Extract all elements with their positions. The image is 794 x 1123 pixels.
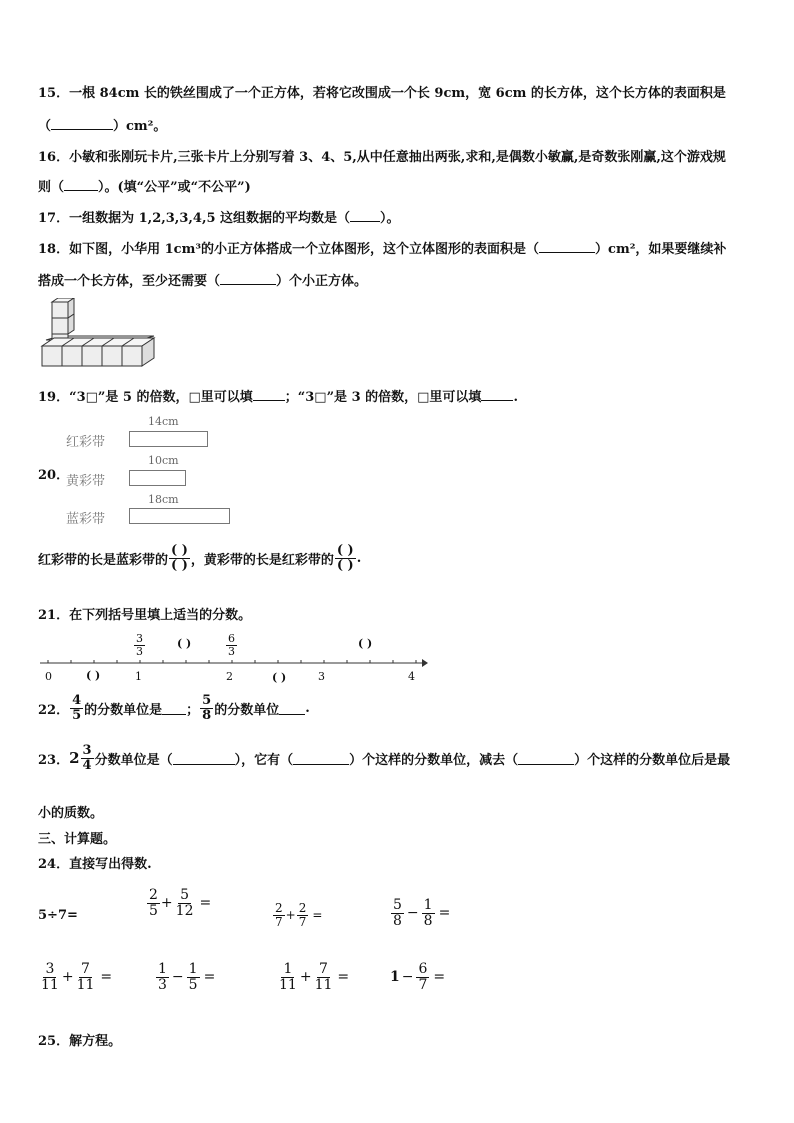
expr-1: 5÷7= bbox=[38, 908, 78, 923]
e2-b-den: 12 bbox=[175, 902, 194, 919]
e3-op: + bbox=[285, 908, 296, 923]
e2-op: + bbox=[160, 895, 173, 912]
nl-label-1: 1 bbox=[135, 670, 142, 683]
e4-b-num: 1 bbox=[423, 897, 433, 913]
e6-a-num: 1 bbox=[158, 961, 167, 977]
e4-a-num: 5 bbox=[393, 897, 402, 913]
q23-text-d: ）个这样的分数单位后是最 bbox=[574, 752, 731, 768]
e8-b-den: 7 bbox=[418, 976, 428, 993]
q23-text-a: 分数单位是（ bbox=[94, 752, 173, 768]
nl-frac-b-den: 3 bbox=[228, 644, 235, 658]
blue-ribbon-label: 蓝彩带 bbox=[66, 512, 106, 527]
q18-text-d: ）个小正方体。 bbox=[276, 274, 368, 289]
q23-whole: 2 bbox=[69, 749, 80, 768]
e5-op: + bbox=[61, 969, 74, 986]
q16-line1: 16．小敏和张刚玩卡片,三张卡片上分别写着 3、4、5,从中任意抽出两张,求和,是偶数小敏赢,是奇数张刚赢,这个游戏规 bbox=[38, 150, 726, 165]
q19-text-b: ；“3□”是 3 的倍数，□里可以填 bbox=[284, 390, 482, 405]
q17-text-b: ）。 bbox=[380, 211, 400, 226]
e6-op: − bbox=[171, 969, 184, 986]
e4-a-den: 8 bbox=[393, 912, 402, 929]
q23-blank-2[interactable] bbox=[293, 752, 349, 765]
q20-f2-den: ( ) bbox=[336, 557, 354, 573]
nl-frac-a-num: 3 bbox=[136, 632, 143, 645]
e2-b-num: 5 bbox=[180, 887, 190, 903]
q16-line2 bbox=[38, 176, 251, 195]
e3-a-den: 7 bbox=[275, 914, 283, 929]
expr-3 bbox=[272, 902, 322, 928]
q18-area-blank[interactable] bbox=[539, 240, 595, 253]
e8-eq: = bbox=[433, 969, 446, 986]
q20-fraction-blank-2[interactable] bbox=[335, 544, 356, 572]
cube-figure bbox=[38, 298, 162, 372]
q23-f-den: 4 bbox=[82, 757, 92, 773]
q23-blank-1[interactable] bbox=[173, 752, 235, 765]
q19-line bbox=[38, 386, 518, 405]
q20-text-b: ，黄彩带的长是红彩带的 bbox=[190, 552, 334, 568]
q20-fraction-blank-1[interactable] bbox=[169, 544, 190, 572]
q22-f1-den: 5 bbox=[72, 707, 82, 723]
q22-text-b: ； bbox=[186, 702, 200, 718]
red-ribbon-length: 14cm bbox=[148, 415, 179, 428]
q19-text-c: . bbox=[513, 390, 518, 405]
expr-6 bbox=[155, 962, 215, 992]
q23-number: 23． bbox=[38, 752, 70, 768]
q15-answer-blank[interactable] bbox=[51, 117, 113, 130]
q18-text-c: 搭成一个长方体，至少还需要（ bbox=[38, 274, 221, 289]
section-3-heading: 三、计算题。 bbox=[38, 832, 117, 847]
e5-a-num: 3 bbox=[45, 961, 55, 977]
e8-whole: 1 bbox=[390, 969, 400, 986]
e7-a-den: 11 bbox=[279, 976, 297, 993]
e5-b-den: 11 bbox=[76, 976, 95, 993]
q20-sentence bbox=[38, 544, 361, 572]
q15-open: （ bbox=[38, 119, 52, 134]
e6-b-den: 5 bbox=[188, 976, 198, 993]
nl-label-2: 2 bbox=[226, 670, 233, 683]
e7-b-den: 11 bbox=[314, 976, 333, 993]
nl-blank-below-1[interactable]: ( ) bbox=[86, 669, 101, 682]
q20-f1-den: ( ) bbox=[171, 557, 188, 573]
expr-5 bbox=[38, 962, 112, 992]
q22-f2-num: 5 bbox=[202, 693, 212, 708]
q22-line bbox=[38, 694, 310, 722]
q24-title: 24．直接写出得数. bbox=[38, 857, 152, 872]
e7-op: + bbox=[299, 969, 312, 986]
e3-b-num: 2 bbox=[298, 901, 307, 915]
q15-line1: 15．一根 84cm 长的铁丝围成了一个正方体，若将它改围成一个长 9cm，宽 6cm 的长方体，这个长方体的表面积是 bbox=[38, 86, 726, 101]
red-ribbon-bar bbox=[129, 431, 208, 447]
expr-8 bbox=[390, 962, 445, 992]
q23-f-num: 3 bbox=[82, 743, 92, 758]
q22-f2-den: 8 bbox=[202, 707, 212, 723]
expr-2 bbox=[146, 888, 211, 918]
q19-blank-2[interactable] bbox=[481, 388, 513, 401]
q15-close: ）cm²。 bbox=[113, 119, 167, 134]
q23-text-b: ），它有（ bbox=[234, 752, 294, 768]
e6-eq: = bbox=[203, 969, 216, 986]
number-line-arrow bbox=[422, 659, 428, 667]
e6-a-den: 3 bbox=[158, 976, 167, 993]
e2-eq: = bbox=[199, 895, 212, 912]
e2-a-den: 5 bbox=[149, 902, 158, 919]
q19-blank-1[interactable] bbox=[253, 388, 285, 401]
nl-frac-6-3 bbox=[225, 633, 238, 657]
q23-line1 bbox=[38, 744, 730, 772]
q20-number: 20． bbox=[38, 468, 70, 483]
q22-text-a: 的分数单位是 bbox=[84, 702, 163, 718]
q23-line2: 小的质数。 bbox=[38, 806, 104, 821]
nl-frac-a-den: 3 bbox=[136, 644, 143, 658]
yellow-ribbon-label: 黄彩带 bbox=[66, 474, 106, 489]
q20-f1-num: ( ) bbox=[171, 543, 188, 558]
e6-b-num: 1 bbox=[188, 961, 198, 977]
blue-ribbon-length: 18cm bbox=[148, 493, 179, 506]
nl-frac-b-num: 6 bbox=[228, 632, 235, 645]
q17-line bbox=[38, 207, 400, 226]
yellow-ribbon-bar bbox=[129, 470, 186, 486]
nl-blank-below-2[interactable]: ( ) bbox=[272, 671, 287, 684]
q17-text-a: 17．一组数据为 1,2,3,3,4,5 这组数据的平均数是（ bbox=[38, 211, 351, 226]
nl-frac-3-3 bbox=[133, 633, 146, 657]
e4-eq: = bbox=[438, 905, 451, 922]
e3-a-num: 2 bbox=[275, 901, 283, 915]
q20-text-c: . bbox=[356, 550, 362, 566]
q22-text-d: . bbox=[305, 700, 310, 716]
e3-b-den: 7 bbox=[298, 914, 307, 929]
q21-title: 21．在下列括号里填上适当的分数。 bbox=[38, 608, 252, 623]
red-ribbon-label: 红彩带 bbox=[66, 435, 106, 450]
nl-label-4: 4 bbox=[408, 670, 415, 683]
q16-answer-blank[interactable] bbox=[64, 178, 98, 191]
q18-text-b: ）cm²，如果要继续补 bbox=[595, 242, 727, 257]
q22-text-c: 的分数单位 bbox=[214, 702, 280, 718]
q18-line2 bbox=[38, 270, 367, 289]
e5-a-den: 11 bbox=[41, 976, 59, 993]
q16-text-a: 则（ bbox=[38, 180, 65, 195]
nl-blank-above-2[interactable]: ( ) bbox=[358, 637, 373, 650]
q20-text-a: 红彩带的长是蓝彩带的 bbox=[38, 552, 169, 568]
nl-label-3: 3 bbox=[318, 670, 325, 683]
nl-label-0: 0 bbox=[45, 670, 52, 683]
expr-4 bbox=[390, 898, 450, 928]
e5-b-num: 7 bbox=[81, 961, 90, 977]
e7-eq: = bbox=[337, 969, 350, 986]
q22-f1-num: 4 bbox=[72, 693, 82, 708]
q18-count-blank[interactable] bbox=[220, 272, 276, 285]
q22-blank-2[interactable] bbox=[279, 702, 305, 715]
q16-text-b: ）。(填“公平”或“不公平”) bbox=[98, 180, 251, 195]
e8-b-num: 6 bbox=[418, 961, 428, 977]
e4-b-den: 8 bbox=[423, 912, 433, 929]
q20-f2-num: ( ) bbox=[336, 543, 354, 558]
e8-op: − bbox=[401, 969, 414, 986]
q23-text-c: ）个这样的分数单位，减去（ bbox=[349, 752, 519, 768]
q17-answer-blank[interactable] bbox=[350, 209, 380, 222]
e2-a-num: 2 bbox=[149, 887, 158, 903]
nl-blank-above-1[interactable]: ( ) bbox=[177, 637, 192, 650]
expr-7 bbox=[276, 962, 349, 992]
blue-ribbon-bar bbox=[129, 508, 230, 524]
q22-number: 22． bbox=[38, 702, 70, 718]
e7-b-num: 7 bbox=[319, 961, 328, 977]
e7-a-num: 1 bbox=[283, 961, 293, 977]
e5-eq: = bbox=[100, 969, 113, 986]
q18-line1 bbox=[38, 238, 726, 257]
q22-blank-1[interactable] bbox=[162, 702, 186, 715]
q19-text-a: 19．“3□”是 5 的倍数，□里可以填 bbox=[38, 390, 253, 405]
q18-text-a: 18．如下图，小华用 1cm³的小正方体搭成一个立体图形，这个立体图形的表面积是（ bbox=[38, 242, 540, 257]
q25-title: 25．解方程。 bbox=[38, 1034, 122, 1049]
q23-blank-3[interactable] bbox=[518, 752, 574, 765]
e3-eq: = bbox=[312, 908, 323, 923]
e4-op: − bbox=[406, 905, 419, 922]
yellow-ribbon-length: 10cm bbox=[148, 454, 179, 467]
q15-line2 bbox=[38, 115, 166, 134]
